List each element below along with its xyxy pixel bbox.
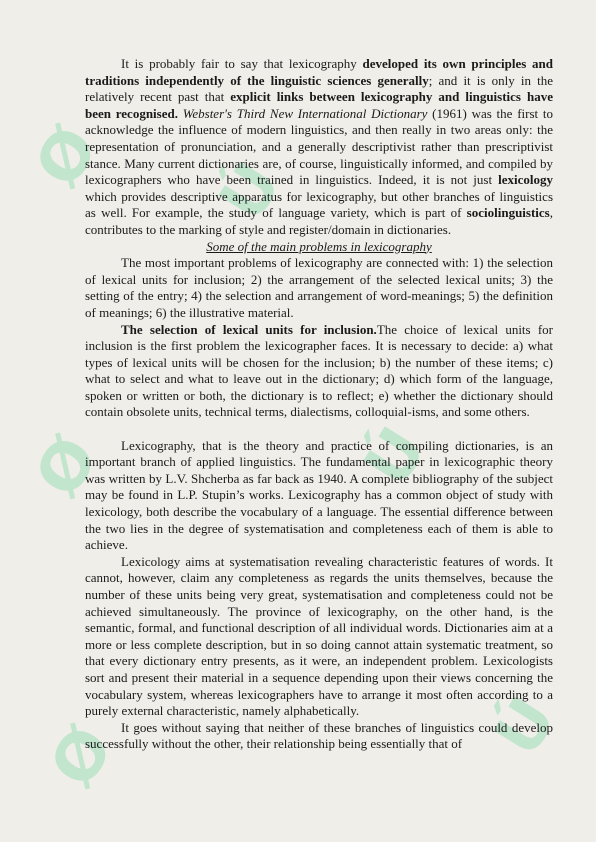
paragraph-lexicology: Lexicology aims at systematisation revealing characteristic features of words. It cannot, however, claim any completeness as regards the units themselves, because the number of these units being very great, systematisation and completeness could not be achieved simultaneously. The province of lexicography, on the other hand, is the semantic, formal, and functional description of all individual words. Dictionaries aim at a more or less complete description, but in so doing cannot attain systematic treatment, so that every dictionary entry presents, as it were, an independent problem. Lexicologists sort and present their material in a sequence depending upon their views concerning the vocabulary system, whereas lexicographers have to arrange it most often according to a purely external characteristic, namely alphabetically. xyxy=(85,553,553,719)
document-body xyxy=(85,56,553,753)
watermark-glyph: Ú xyxy=(205,150,297,234)
paragraph-lexicography: Lexicography, that is the theory and practice of compiling dictionaries, is an important branch of applied linguistics. The fundamental paper in lexicographic theory was written by L.V. Shcherba as far back as 1940. A complete bibliography of the subject may be found in L.P. Stupin’s works. Lexicography has a common object of study with lexicology, both describe the vocabulary of a language. The essential difference between the two lies in the degree of systematisation and completeness each of them is able to achieve. xyxy=(85,437,553,553)
paragraph-relationship: It goes without saying that neither of these branches of linguistics could develop successfully without the other, their relationship being essentially that of xyxy=(85,719,553,752)
paragraph-problems: The most important problems of lexicography are connected with: 1) the selection of lexical units for inclusion; 2) the arrangement of the selected lexical units; 3) the setting of the entry; 4) the selection and arrangement of word-meanings; 5) the definition of meanings; 6) the illustrative material. xyxy=(85,255,553,320)
section-heading: Some of the main problems in lexicography xyxy=(206,238,432,254)
paragraph-spacer xyxy=(85,421,553,438)
watermark-glyph: Ú xyxy=(350,415,442,499)
paragraph-selection: The selection of lexical units for inclusion.The choice of lexical units for inclusion is the first problem the lexicographer faces. It is necessary to decide: a) what types of lexical units will be chosen for the inclusion; b) the number of these items; c) what to select and what to leave out in the dictionary; d) which form of the language, spoken or written or both, the dictionary is to reflect; e) whether the dictionary should contain obsolete units, technical terms, dialectisms, colloquial-isms, and some others. xyxy=(85,321,553,420)
watermark-glyph: Ø xyxy=(21,114,113,200)
watermark-glyph: Ú xyxy=(480,685,572,769)
paragraph-intro: It is probably fair to say that lexicography developed its own principles and traditions independently of the linguistic sciences generally; and it is only in the relatively recent past that explicit links between lexicography and linguistics have been recognised. Webster's Third New International Dictionary (1961) was the first to acknowledge the influence of modern linguistics, and then really in two areas only: the representation of pronunciation, and a generally descriptivist rather than prescriptivist stance. Many current dictionaries are, of course, linguistically informed, and compiled by lexicographers who have been trained in linguistics. Indeed, it is not just lexicology which provides descriptive apparatus for lexicography, but other branches of linguistics as well. For example, the study of language variety, which is part of sociolinguistics, contributes to the marking of style and register/domain in dictionaries. xyxy=(85,56,553,237)
watermark-glyph: Ø xyxy=(21,424,113,510)
watermark-glyph: Ø xyxy=(36,714,128,800)
